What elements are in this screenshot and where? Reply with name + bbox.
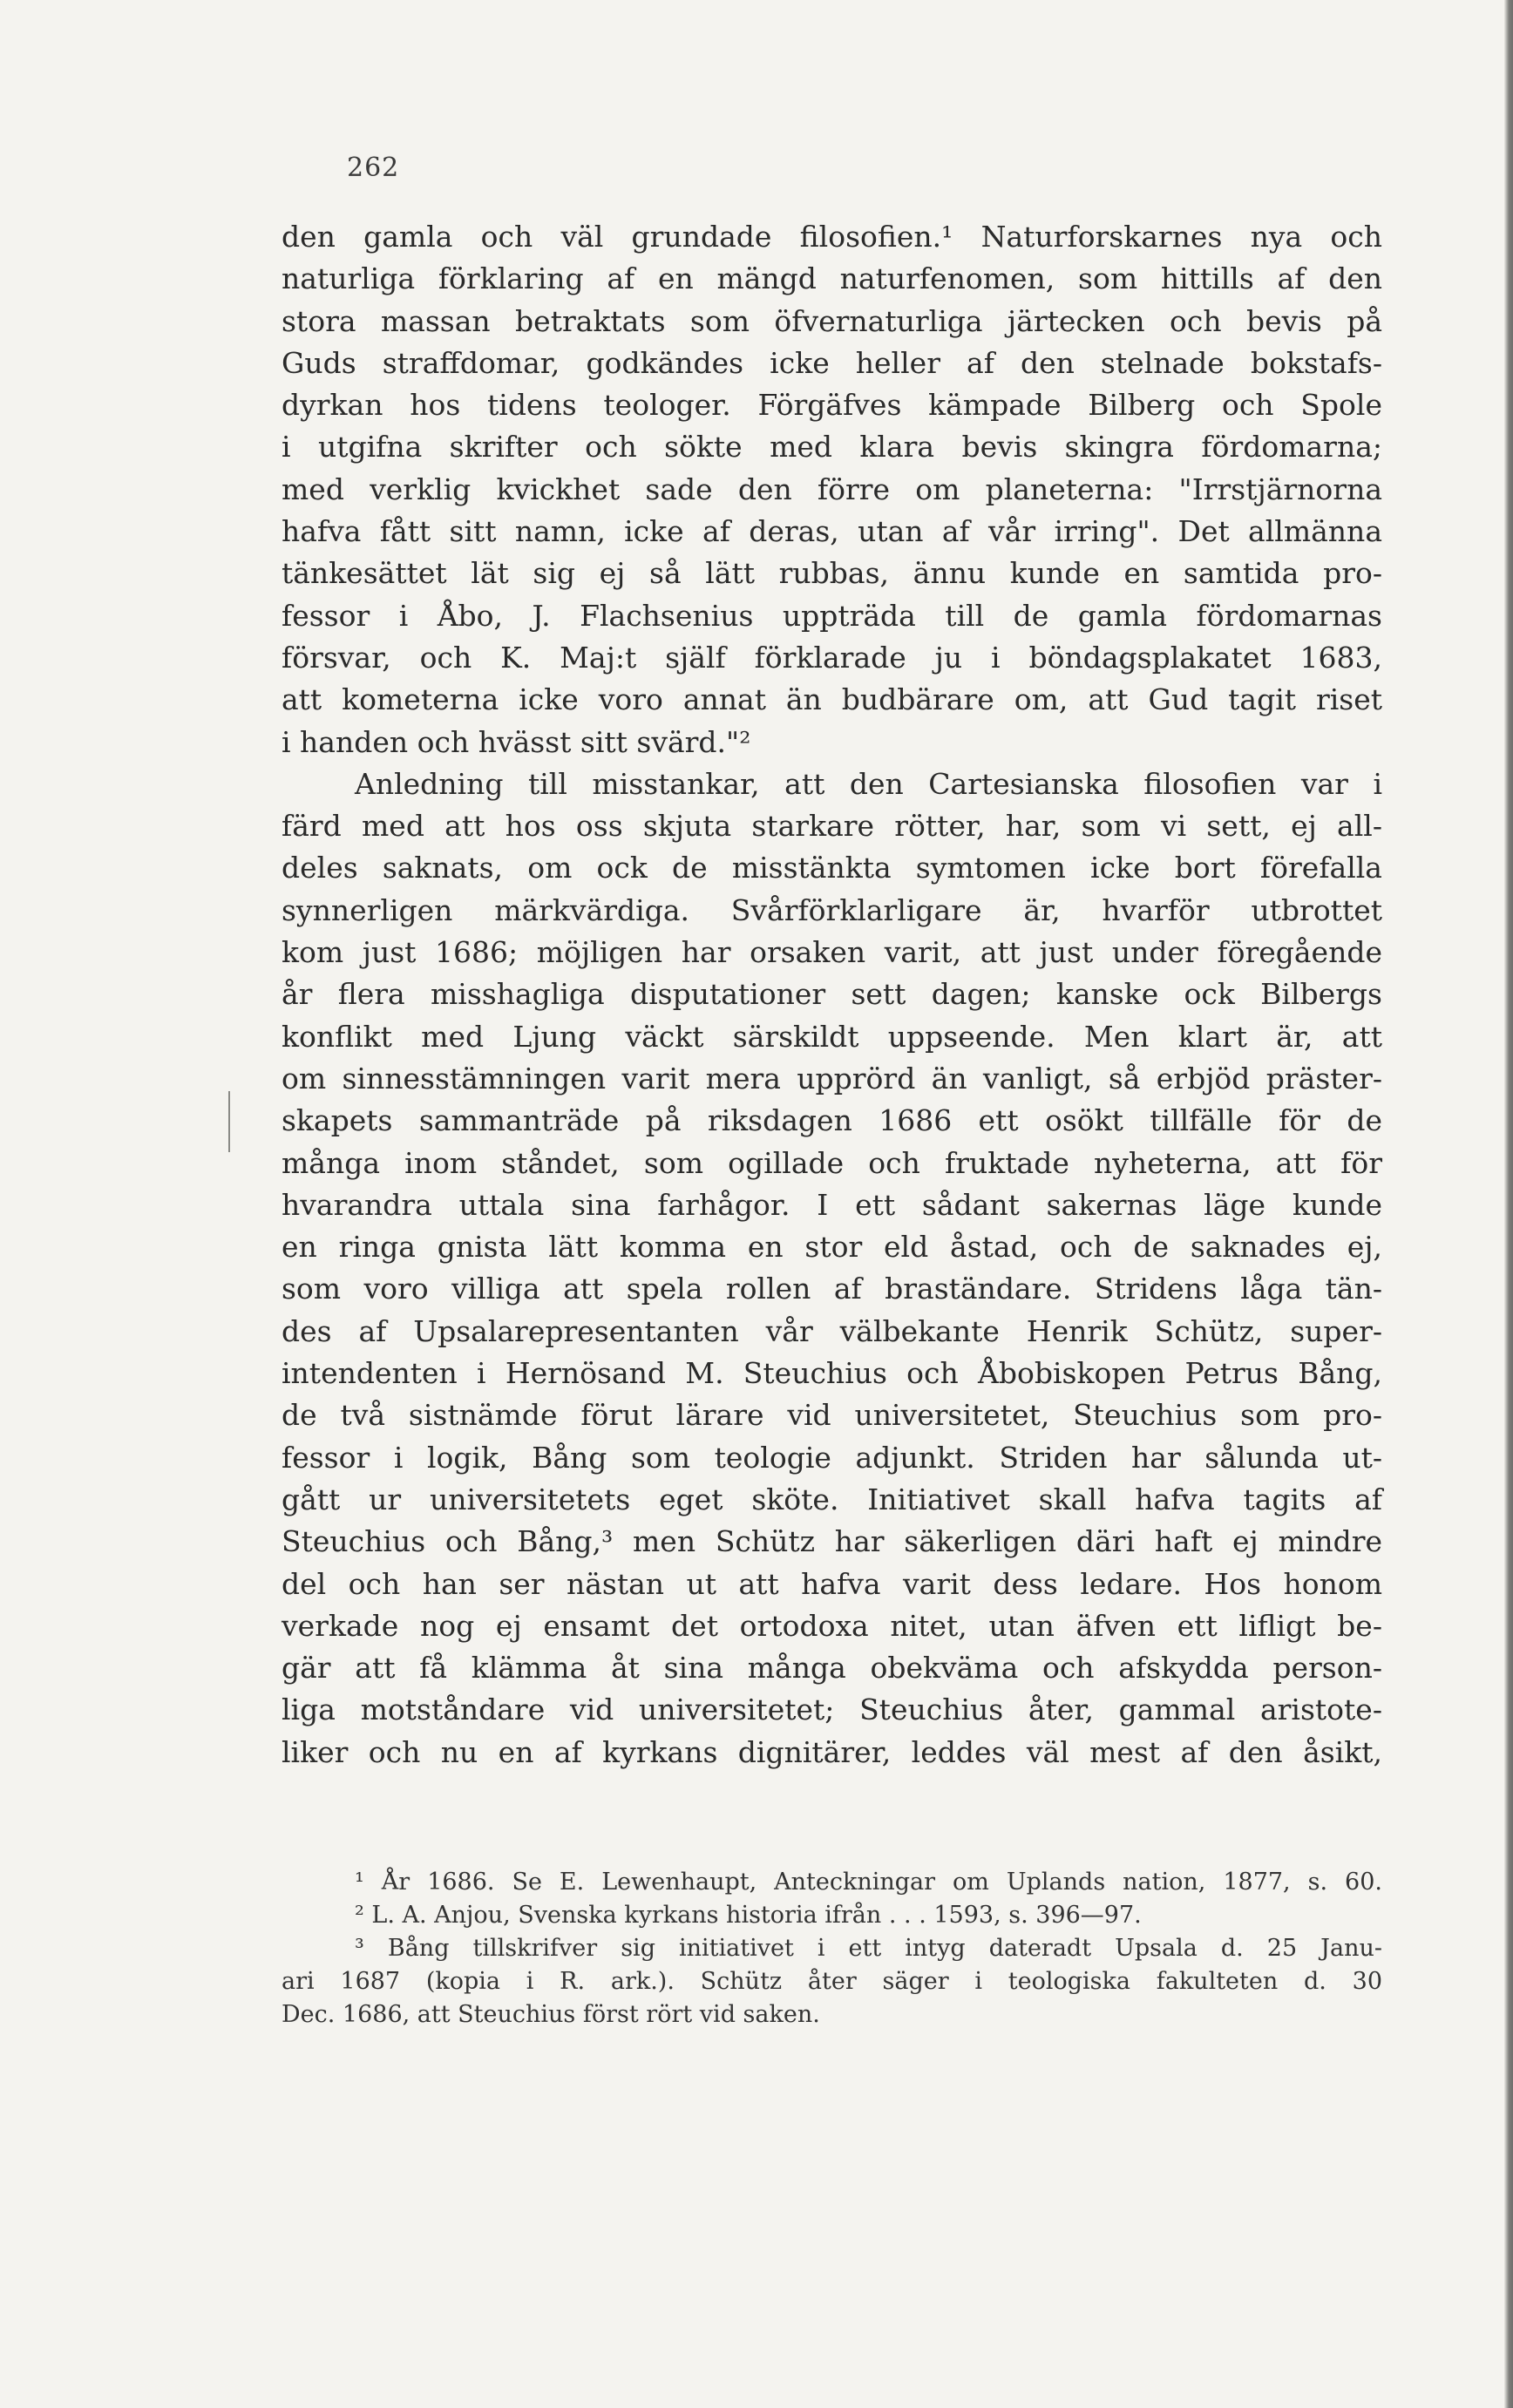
text-line: i handen och hvässt sitt svärd."² — [282, 724, 751, 759]
text-line: naturliga förklaring af en mängd naturfenomen, som hittills af den — [282, 261, 1382, 296]
scan-page-edge — [1504, 0, 1513, 2408]
text-line: synnerligen märkvärdiga. Svårförklarligare är, hvarför utbrottet — [282, 892, 1382, 927]
text-line: Guds straffdomar, godkändes icke heller af den stelnade bokstafs- — [282, 345, 1382, 380]
paragraph-start-line: Anledning till misstankar, att den Cartesianska filosofien var i — [355, 766, 1382, 801]
text-line: att kometerna icke voro annat än budbärare om, att Gud tagit riset — [282, 682, 1382, 717]
text-line: skapets sammanträde på riksdagen 1686 ett osökt tillfälle för de — [282, 1103, 1382, 1138]
text-line: färd med att hos oss skjuta starkare rötter, har, som vi sett, ej all- — [282, 809, 1382, 844]
text-line: fessor i logik, Bång som teologie adjunkt. Striden har sålunda ut- — [282, 1440, 1382, 1475]
text-line: som voro villiga att spela rollen af braständare. Stridens låga tän- — [282, 1272, 1382, 1306]
text-line: liker och nu en af kyrkans dignitärer, leddes väl mest af den åsikt, — [282, 1734, 1382, 1769]
text-line: fessor i Åbo, J. Flachsenius uppträda till de gamla fördomarnas — [282, 598, 1382, 633]
body-text — [282, 216, 1382, 1774]
text-line: försvar, och K. Maj:t själf förklarade ju i böndagsplakatet 1683, — [282, 640, 1382, 675]
text-line: hafva fått sitt namn, icke af deras, utan af vår irring". Det allmänna — [282, 514, 1382, 549]
text-line: intendenten i Hernösand M. Steuchius och Åbobiskopen Petrus Bång, — [282, 1356, 1382, 1391]
text-line: deles saknats, om ock de misstänkta symtomen icke bort förefalla — [282, 851, 1382, 885]
text-line: i utgifna skrifter och sökte med klara bevis skingra fördomarna; — [282, 430, 1382, 465]
text-line: gått ur universitetets eget sköte. Initiativet skall hafva tagits af — [282, 1482, 1382, 1516]
text-line: konflikt med Ljung väckt särskildt uppseende. Men klart är, att — [282, 1019, 1382, 1054]
footnote-3-continued: ari 1687 (kopia i R. ark.). Schütz åter säger i teologiska fakulteten d. 30 — [282, 1968, 1382, 1995]
text-line: Steuchius och Bång,³ men Schütz har säkerligen däri haft ej mindre — [282, 1524, 1382, 1559]
footnotes — [282, 1866, 1382, 2032]
text-line: många inom ståndet, som ogillade och fruktade nyheterna, att för — [282, 1145, 1382, 1180]
text-line: med verklig kvickhet sade den förre om planeterna: "Irrstjärnorna — [282, 471, 1382, 506]
text-line: stora massan betraktats som öfvernaturliga järtecken och bevis på — [282, 303, 1382, 338]
footnote-3-continued: Dec. 1686, att Steuchius först rört vid saken. — [282, 2001, 820, 2028]
page-number: 262 — [347, 153, 400, 183]
text-line: dyrkan hos tidens teologer. Förgäfves kämpade Bilberg och Spole — [282, 388, 1382, 423]
text-line: år flera misshagliga disputationer sett dagen; kanske ock Bilbergs — [282, 977, 1382, 1012]
text-line: del och han ser nästan ut att hafva varit dess ledare. Hos honom — [282, 1566, 1382, 1601]
text-line: om sinnesstämningen varit mera upprörd än vanligt, så erbjöd präster- — [282, 1061, 1382, 1095]
footnote-1: ¹ År 1686. Se E. Lewenhaupt, Anteckningar om Uplands nation, 1877, s. 60. — [355, 1869, 1382, 1896]
footnote-3: ³ Bång tillskrifver sig initiativet i ett intyg dateradt Upsala d. 25 Janu- — [355, 1935, 1382, 1962]
text-line: en ringa gnista lätt komma en stor eld åstad, och de saknades ej, — [282, 1230, 1382, 1265]
text-line: de två sistnämde förut lärare vid universitetet, Steuchius som pro- — [282, 1398, 1382, 1433]
text-line: tänkesättet lät sig ej så lätt rubbas, ännu kunde en samtida pro- — [282, 556, 1382, 591]
text-line: kom just 1686; möjligen har orsaken varit, att just under föregående — [282, 935, 1382, 970]
margin-pencil-mark — [228, 1091, 230, 1152]
footnote-2: ² L. A. Anjou, Svenska kyrkans historia ifrån . . . 1593, s. 396—97. — [355, 1902, 1142, 1929]
text-line: verkade nog ej ensamt det ortodoxa nitet, utan äfven ett lifligt be- — [282, 1608, 1382, 1643]
text-line: gär att få klämma åt sina många obekväma och afskydda person- — [282, 1651, 1382, 1686]
text-line: hvarandra uttala sina farhågor. I ett sådant sakernas läge kunde — [282, 1187, 1382, 1222]
text-line: des af Upsalarepresentanten vår välbekante Henrik Schütz, super- — [282, 1313, 1382, 1348]
text-line: liga motståndare vid universitetet; Steuchius åter, gammal aristote- — [282, 1692, 1382, 1727]
text-line: den gamla och väl grundade filosofien.¹ Naturforskarnes nya och — [282, 220, 1382, 254]
